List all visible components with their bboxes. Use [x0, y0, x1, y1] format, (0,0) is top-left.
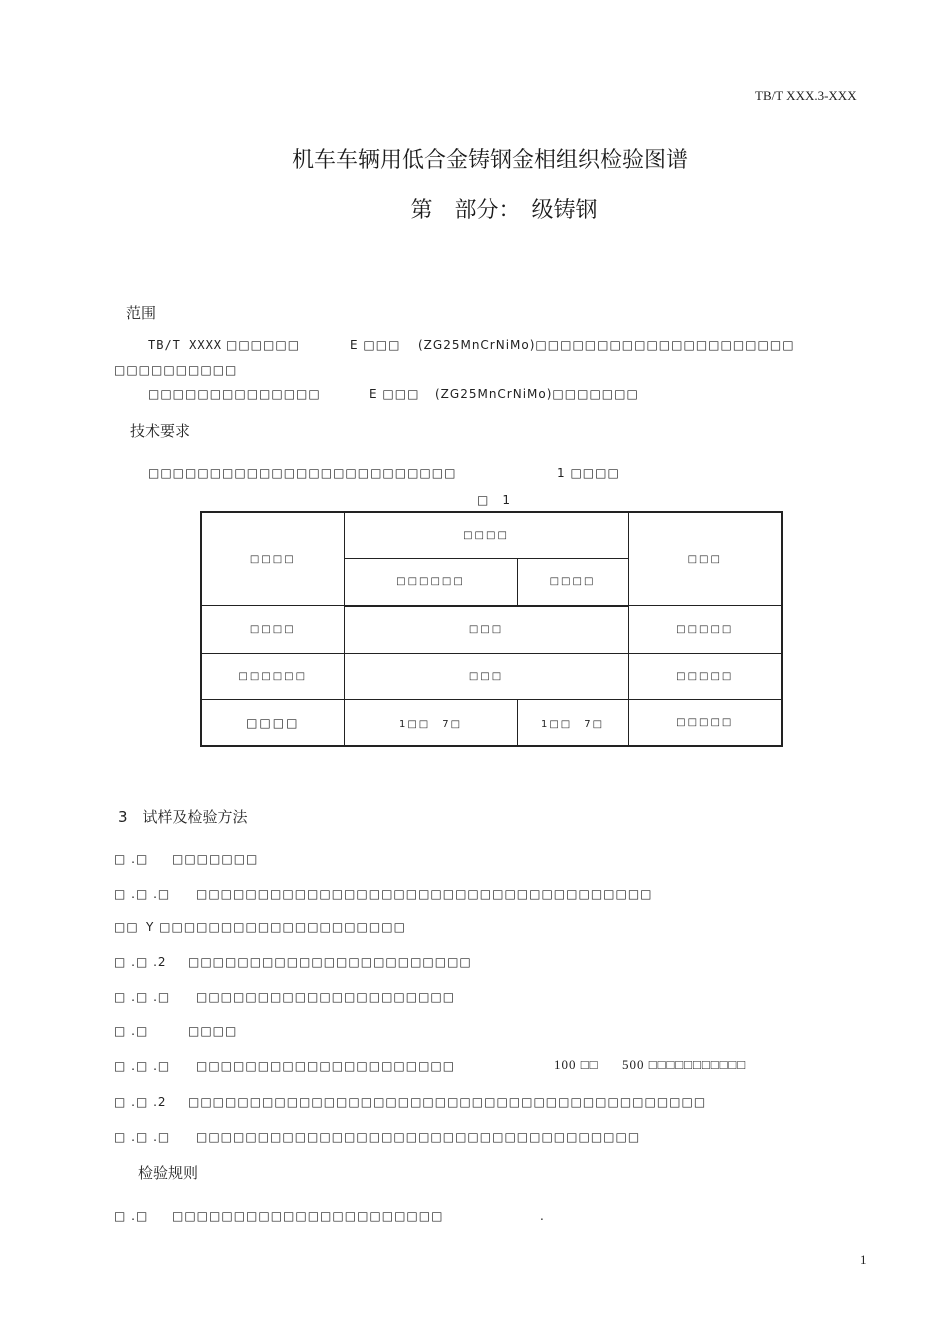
clause-text: □□□□□□□□□□□□□□□□□□□□□□□□□□□□□□□□□□□□ — [196, 1130, 641, 1144]
table-cell: 1□□ 7□ — [344, 700, 517, 746]
table-row — [201, 653, 782, 699]
scope-line1-d: (ZG25MnCrNiMo)□□□□□□□□□□□□□□□□□□□□□ — [418, 338, 795, 352]
table-row — [201, 700, 782, 746]
table-header-group: □□□□ — [344, 512, 628, 558]
table-cell: □□□□□□ — [201, 653, 344, 699]
table-subheader-b: □□□□ — [517, 558, 628, 605]
scope-line3-c: (ZG25MnCrNiMo)□□□□□□□ — [435, 387, 639, 401]
clause-number: □ .□ — [114, 1209, 149, 1223]
clause-text: □□□□□□□□□□□□□□□□□□□□□ — [196, 990, 456, 1004]
table-cell: 1□□ 7□ — [517, 700, 628, 746]
requirements-intro-a: □□□□□□□□□□□□□□□□□□□□□□□□□ — [148, 466, 457, 480]
section-heading-requirements: 技术要求 — [130, 422, 191, 440]
scope-line3-a: □□□□□□□□□□□□□□ — [148, 387, 321, 401]
section-heading-methods: 3 试样及检验方法 — [118, 808, 248, 826]
clause-number: □ .□ .□ — [114, 887, 171, 901]
table-header-col1: □□□□ — [201, 512, 344, 606]
scope-line3-b: E □□□ — [369, 387, 420, 401]
section-heading-scope: 范围 — [126, 304, 157, 322]
document-subtitle: 第 部分： 级铸钢 — [410, 198, 598, 223]
table-cell: □□□□□ — [628, 606, 782, 653]
clause-text: Y □□□□□□□□□□□□□□□□□□□□ — [146, 920, 406, 934]
clause-number: □ .□ — [114, 1024, 149, 1038]
scope-line2: □□□□□□□□□□ — [114, 363, 238, 377]
table-cell: □□□□□ — [628, 653, 782, 699]
scope-line1-c: E □□□ — [350, 338, 401, 352]
table-subheader-a: □□□□□□ — [344, 558, 517, 605]
document-title: 机车车辆用低合金铸钢金相组织检验图谱 — [291, 148, 688, 173]
requirements-table — [200, 511, 783, 747]
clause-number: □ .□ .□ — [114, 1130, 171, 1144]
clause-text: □□□□□□□□□□□□□□□□□□□□□□ — [172, 1209, 444, 1223]
table-cell: □□□□□ — [628, 700, 782, 746]
clause-number: □ .□ — [114, 852, 149, 866]
table-cell: □□□ — [344, 606, 628, 653]
clause-text: □□□□□□□□□□□□□□□□□□□□□□□□□□□□□□□□□□□□□ — [196, 887, 653, 901]
clause-number: □ .□ .□ — [114, 990, 171, 1004]
document-number: TB/T XXX.3-XXX — [755, 88, 857, 103]
table-cell: □□□□ — [201, 606, 344, 653]
clause-number: □□ — [114, 920, 139, 934]
clause-text: □□□□□□□ — [172, 852, 259, 866]
table-cell: □□□ — [344, 653, 628, 699]
table-caption: □ 1 — [477, 493, 511, 507]
clause-number: □ .□ .2 — [114, 1095, 167, 1109]
page-number: 1 — [860, 1252, 867, 1267]
table-cell: □□□□ — [201, 700, 344, 746]
clause-number: □ .□ .2 — [114, 955, 167, 969]
section-heading-rules: 检验规则 — [138, 1164, 199, 1182]
scope-line1-a: TB/T XXXX — [148, 338, 231, 352]
clause-extra-b: 500 □□□□□□□□□□□ — [622, 1057, 747, 1072]
table-row — [201, 606, 782, 653]
requirements-intro-b: 1 □□□□ — [557, 466, 620, 480]
clause-text: □□□□□□□□□□□□□□□□□□□□□ — [196, 1059, 456, 1073]
clause-number: □ .□ .□ — [114, 1059, 171, 1073]
table-header-col4: □□□ — [628, 512, 782, 606]
clause-text: □□□□□□□□□□□□□□□□□□□□□□□ — [188, 955, 472, 969]
clause-end-mark: . — [540, 1209, 545, 1223]
clause-text: □□□□□□□□□□□□□□□□□□□□□□□□□□□□□□□□□□□□□□□□□□ — [188, 1095, 707, 1109]
clause-text: □□□□ — [188, 1024, 238, 1038]
scope-line1-b: □□□□□□ — [226, 338, 301, 352]
clause-extra-a: 100 □□ — [554, 1057, 599, 1072]
